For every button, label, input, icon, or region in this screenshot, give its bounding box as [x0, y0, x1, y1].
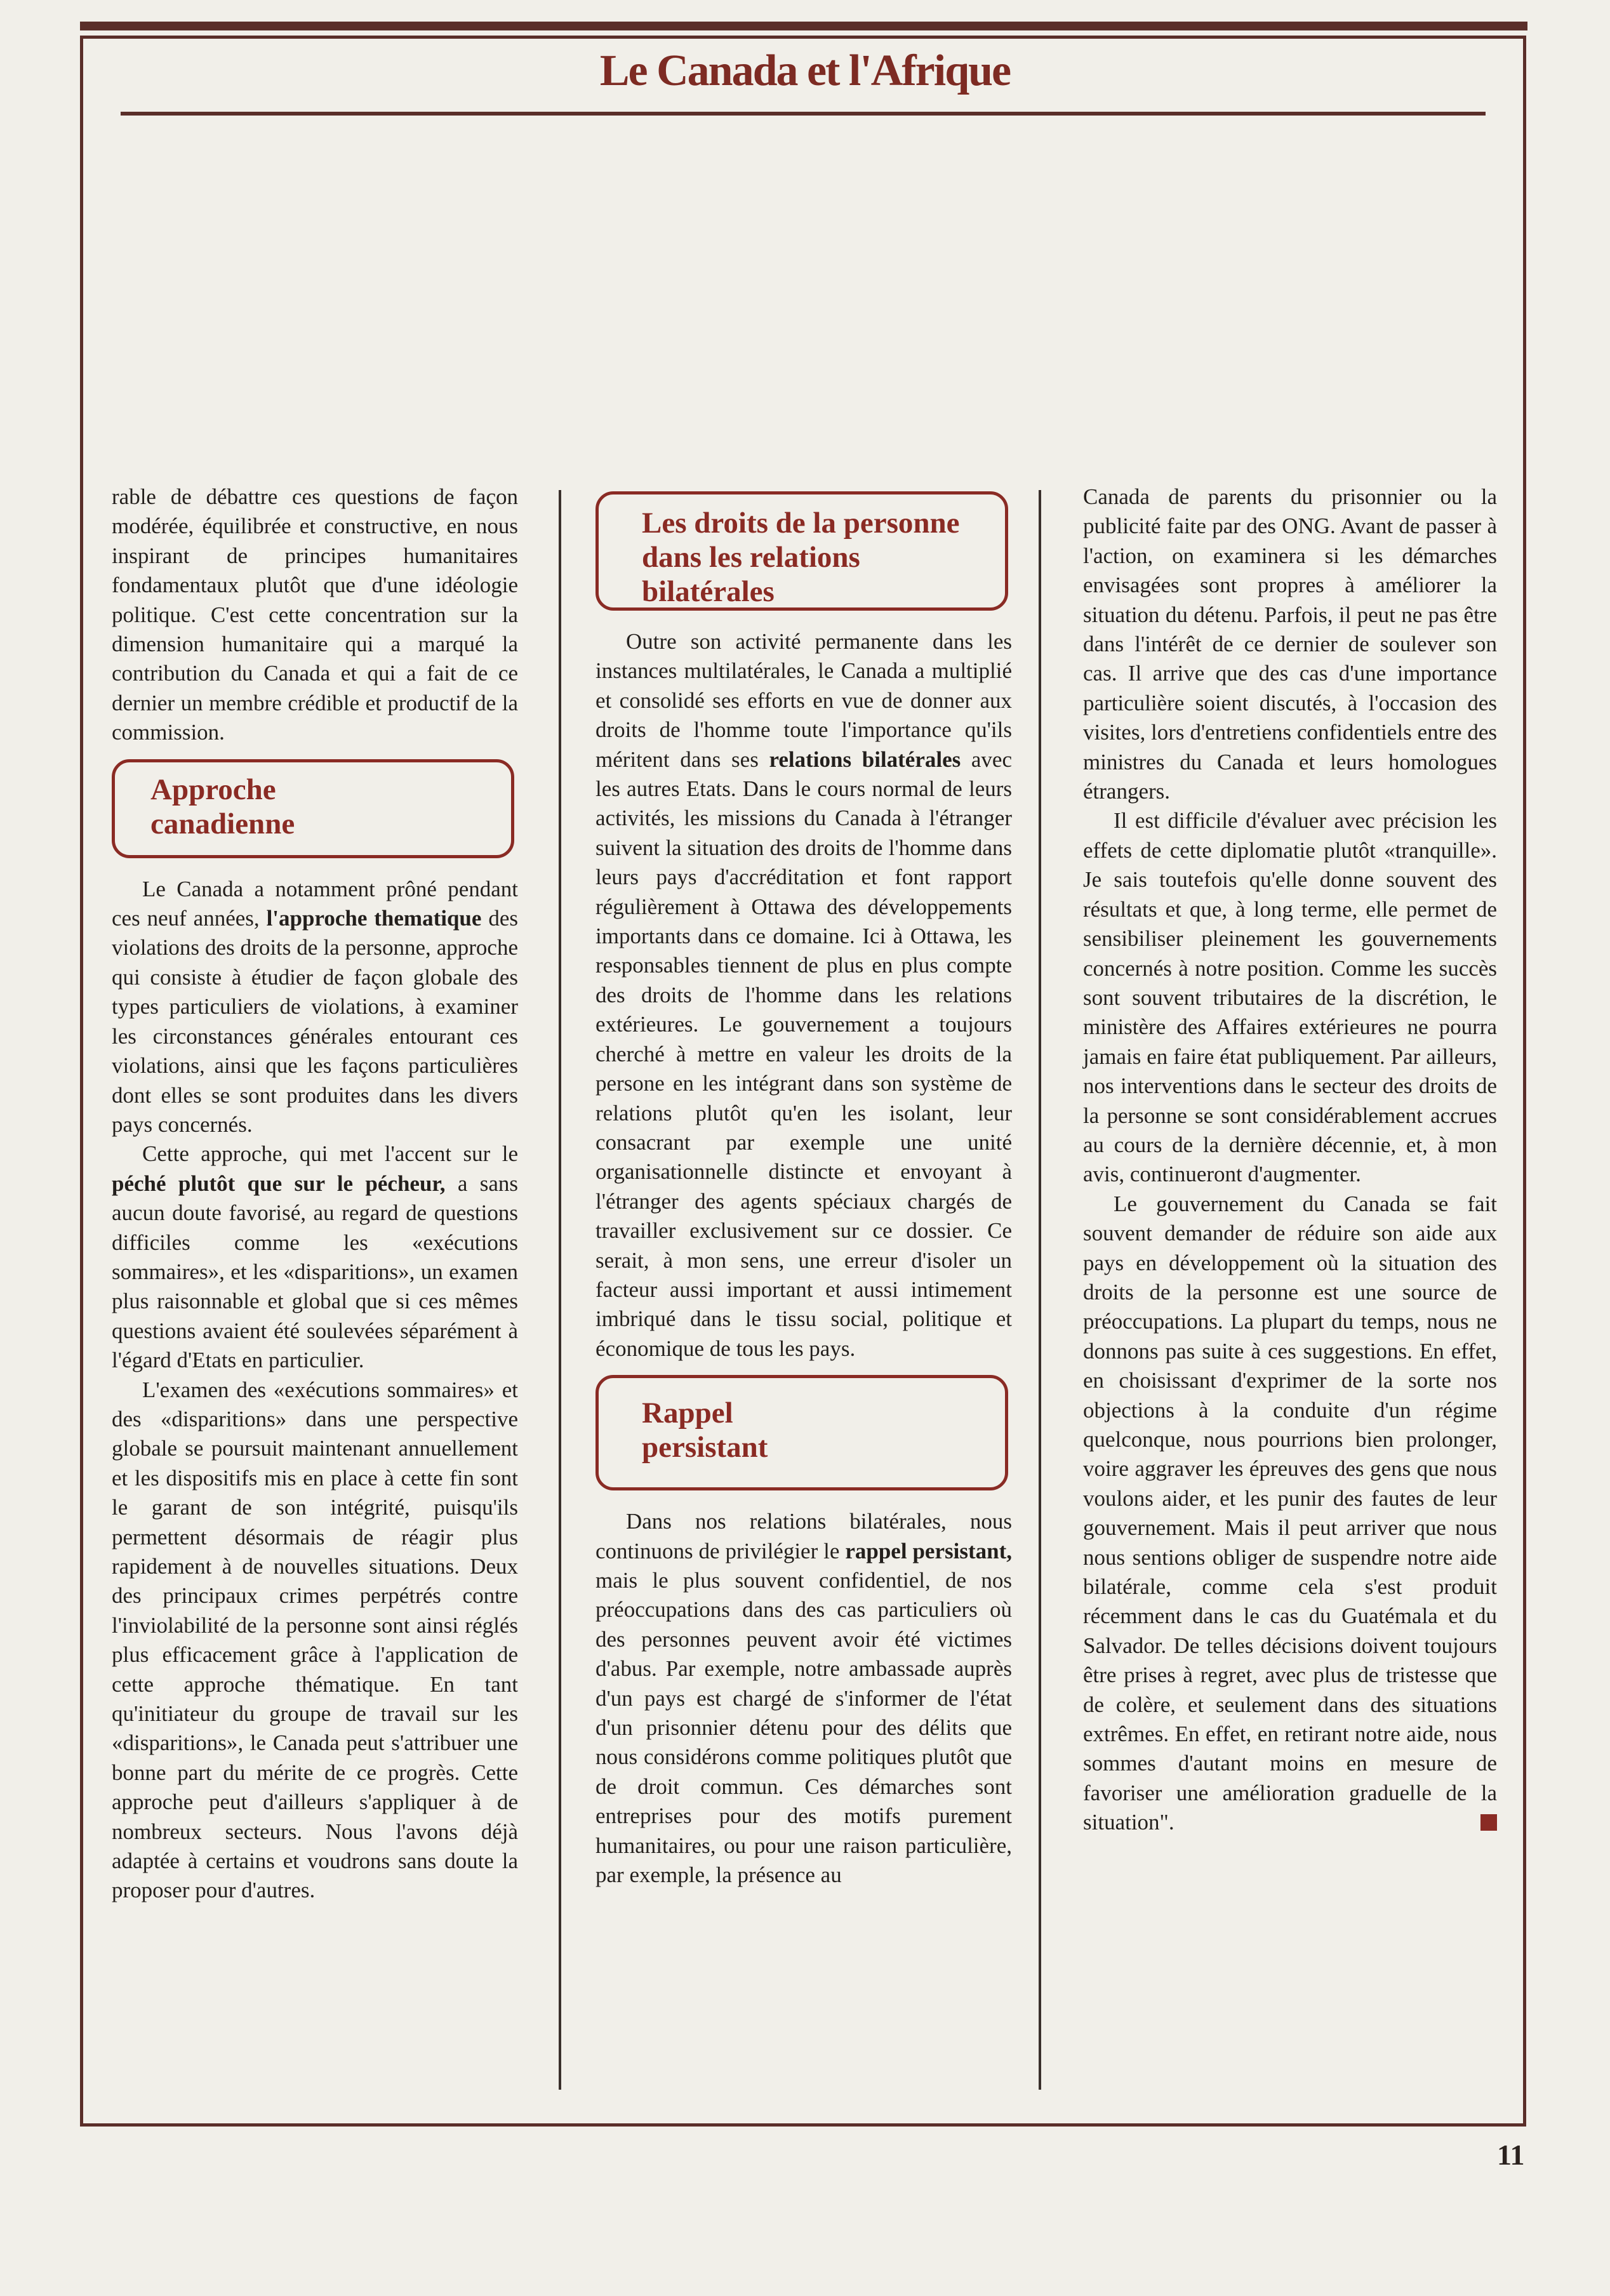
text-run: Outre son activité permanente dans les instances multilatérales, le Canada a multiplié et consolidé ses efforts en vue de donner aux droits de l'homme toute l'importance qu'ils méritent dans ses [595, 629, 1012, 772]
header-rule [121, 112, 1486, 116]
bold-term: péché plutôt que sur le pécheur, [112, 1171, 446, 1196]
column-middle [595, 482, 1012, 1890]
paragraph: Canada de parents du prisonnier ou la publicité faite par des ONG. Avant de passer à l'action, on examinera si les démarches envisagées sont propres à améliorer la situation du détenu. Parfois, il peut ne pas être dans l'intérêt de ce dernier de soulever son cas. Il arrive que des cas d'une importance particulière soient discutés, à l'occasion des visites, lors d'entretiens confidentiels entre des ministres du Canada et leurs homologues étrangers. [1083, 484, 1497, 804]
paragraph [1083, 1190, 1497, 1838]
subheading-box [595, 491, 1008, 611]
subheading-box [112, 759, 514, 858]
paragraph: Il est difficile d'évaluer avec précision les effets de cette diplomatie plutôt «tranquille». Je sais toutefois qu'elle donne souvent des résultats et que, à long terme, elle permet de sensibiliser pleinement les gouvernements concernés à notre position. Comme les succès sont souvent tributaires de la discrétion, le ministère des Affaires extérieures ne pourra jamais en faire état publiquement. Par ailleurs, nos interventions dans le secteur des droits de la personne se sont considérablement accrues au cours de la dernière décennie, et, à mon avis, continueront d'augmenter. [1083, 808, 1497, 1187]
column-right [1083, 482, 1497, 1838]
column-divider-2 [1039, 490, 1041, 2090]
text-run: des violations des droits de la personne, approche qui consiste à étudier de façon globale des types particuliers de violations, à examiner les circonstances générales entourant ces violations, ainsi que les façons particulières dont elles se sont produites dans les divers pays concernés. [112, 906, 518, 1137]
paragraph: L'examen des «exécutions sommaires» et des «disparitions» dans une perspective globale se poursuit maintenant annuellement et les dispositifs mis en place à cette fin sont le garant de son intégrité, puisqu'ils permettent désormais de réagir plus rapidement à de nouvelles situations. Deux des principaux crimes perpétrés contre l'inviolabilité de la personne sont ainsi réglés plus efficacement grâce à l'application de cette approche thématique. En tant qu'initiateur du groupe de travail sur les «disparitions», le Canada peut s'attribuer une bonne part du mérite de ce progrès. Cette approche peut d'ailleurs s'appliquer à de nombreux secteurs. Nous l'avons déjà adaptée à certains et voudrons sans doute la proposer pour d'autres. [112, 1377, 518, 1903]
paragraph: rable de débattre ces questions de façon modérée, équilibrée et constructive, en nous inspirant de principes humanitaires fondamentaux plutôt que d'une idéologie politique. C'est cette concentration sur la dimension humanitaire qui a marqué la contribution du Canada et qui a fait de ce dernier un membre crédible et productif de la commission. [112, 484, 518, 745]
text-run: mais le plus souvent confidentiel, de nos préoccupations dans des cas particuliers où des personnes peuvent avoir été victimes d'abus. Par exemple, notre ambassade auprès d'un pays est chargé de s'informer de l'état d'un prisonnier détenu pour des délits que nous considérons comme politiques plutôt que de droit commun. Ces démarches sont entreprises pour des motifs purement humanitaires, ou pour une raison particulière, par exemple, la présence au [595, 1567, 1012, 1888]
subheading-rappel-persistant: Rappel persistant [642, 1397, 768, 1464]
page-number: 11 [1497, 2139, 1525, 2171]
text-run: Dans nos relations bilatérales, nous continuons de privilégier le [595, 1509, 1012, 1563]
column-left [112, 482, 518, 1906]
paragraph [112, 875, 518, 1140]
top-rule [80, 22, 1527, 30]
paragraph [595, 1507, 1012, 1890]
text-run: Le Canada a notamment prôné pendant ces neuf années, [112, 876, 518, 931]
bold-term: relations bilatérales [769, 747, 961, 772]
section-header-title: Le Canada et l'Afrique [599, 46, 1011, 95]
paragraph [595, 627, 1012, 1364]
subheading-approche-canadienne: Approche canadienne [150, 773, 295, 840]
bold-term: l'approche thematique [266, 906, 482, 931]
subheading-box [595, 1375, 1008, 1490]
paragraph [112, 1139, 518, 1375]
text-run: avec les autres Etats. Dans le cours normal de leurs activités, les missions du Canada à l'étranger suivent la situation des droits de l'homme dans leurs pays d'accréditation et font rapport régulièrement à Ottawa des développements importants dans ce domaine. Ici à Ottawa, les responsables tiennent de plus en plus compte des droits de l'homme dans les relations extérieures. Le gouvernement a toujours cherché à mettre en valeur les droits de la persone en les intégrant dans son système de relations plutôt qu'en les isolant, leur consacrant par exemple une unité organisationnelle distincte et envoyant à l'étranger des agents spéciaux chargés de travailler exclusivement sur ce dossier. Ce serait, à mon sens, une erreur d'isoler un facteur aussi important et aussi intimement imbriqué dans le tissu social, politique et économique de tous les pays. [595, 747, 1012, 1361]
bold-term: rappel persistant, [845, 1538, 1012, 1563]
text-run: Cette approche, qui met l'accent sur le [142, 1141, 518, 1167]
text-run: Le gouvernement du Canada se fait souvent demander de réduire son aide aux pays en développement où la situation des droits de la personne est une source de préoccupations. La plupart du temps, nous ne donnons pas suite à ces suggestions. En effet, en choisissant d'exprimer de la sorte nos objections à la conduite d'un régime quelconque, nous pourrions bien prolonger, voire aggraver les épreuves des gens que nous voulons aider, et les punir des fautes de leur gouvernement. Mais il peut arriver que nous nous sentions obliger de suspendre notre aide bilatérale, comme cela s'est produit récemment dans le cas du Guatémala et du Salvador. De telles décisions doivent toujours être prises à regret, avec plus de tristesse que de colère, et seulement dans des situations extrêmes. En effet, en retirant notre aide, nous sommes d'autant moins en mesure de favoriser une amélioration graduelle de la situation". [1083, 1191, 1497, 1835]
column-divider-1 [559, 490, 561, 2090]
subheading-droits-bilaterales: Les droits de la personne dans les relations bilatérales [642, 507, 960, 608]
text-run: a sans aucun doute favorisé, au regard de questions difficiles comme les «exécutions sommaires», et les «disparitions», un examen plus raisonnable et global que si ces mêmes questions avaient été soulevées séparément à l'égard d'Etats en particulier. [112, 1171, 518, 1373]
end-of-article-mark [1480, 1814, 1497, 1831]
